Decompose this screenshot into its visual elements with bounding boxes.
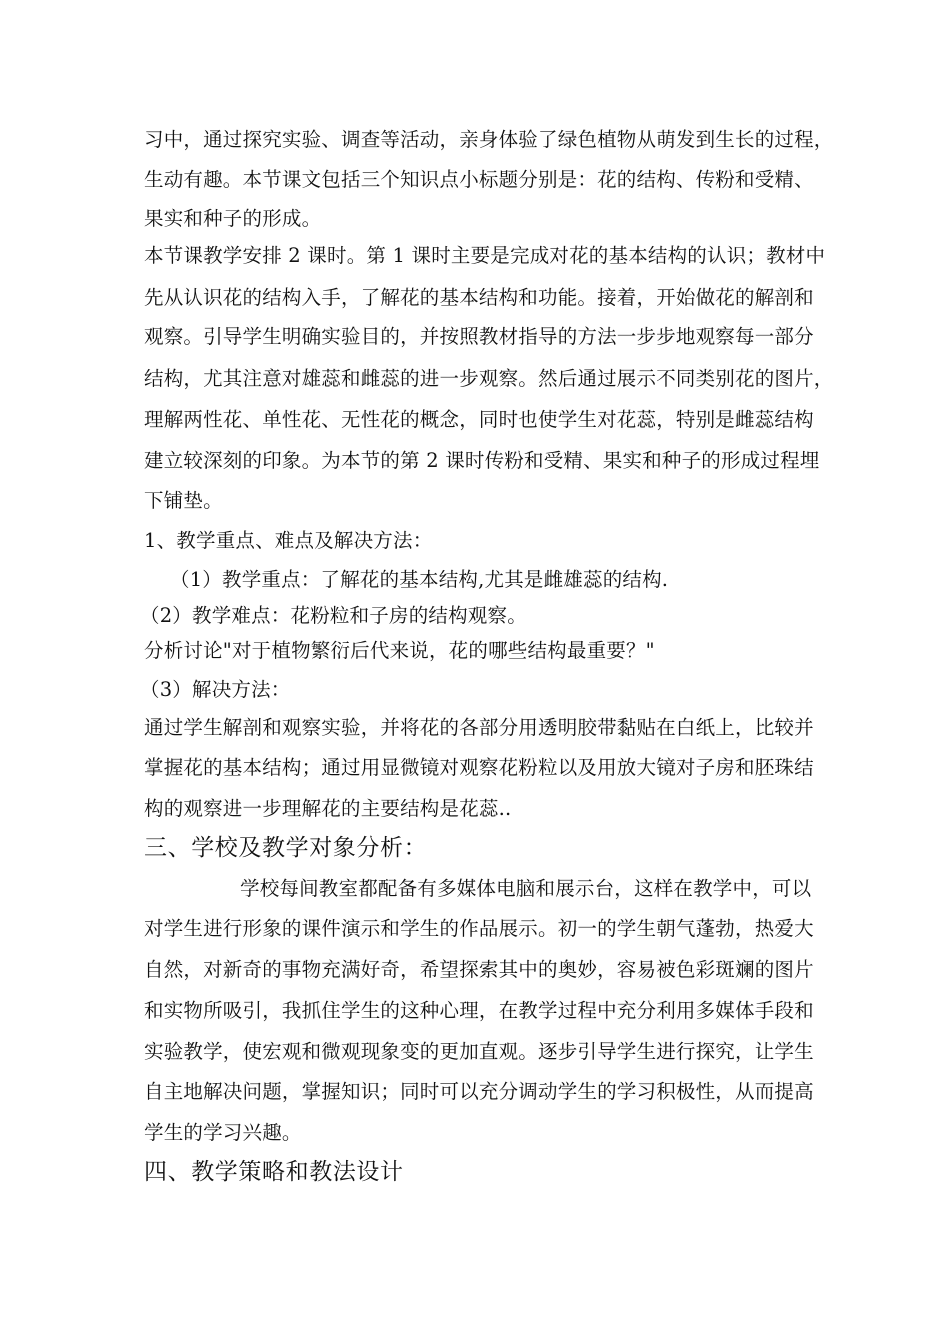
intro-line-3: 果实和种子的形成。 <box>144 207 322 230</box>
solution-line-1: 通过学生解剖和观察实验，并将花的各部分用透明胶带黏贴在白纸上，比较并 <box>144 716 814 739</box>
section3-line-4: 和实物所吸引，我抓住学生的这种心理，在教学过程中充分利用多媒体手段和 <box>144 999 814 1022</box>
key-point-3: （3）解决方法： <box>140 678 291 701</box>
section3-line-2: 对学生进行形象的课件演示和学生的作品展示。初一的学生朝气蓬勃，热爱大 <box>144 917 814 940</box>
arrangement-line-6: 建立较深刻的印象。为本节的第 2 课时传粉和受精、果实和种子的形成过程埋 <box>144 449 820 472</box>
key-point-2: （2）教学难点：花粉粒和子房的结构观察。 <box>140 604 527 627</box>
discussion-line: 分析讨论"对于植物繁衍后代来说，花的哪些结构最重要？" <box>144 639 655 662</box>
arrangement-line-7: 下铺垫。 <box>144 489 223 512</box>
arrangement-line-2: 先从认识花的结构入手，了解花的基本结构和功能。接着，开始做花的解剖和 <box>144 286 814 309</box>
intro-line-2: 生动有趣。本节课文包括三个知识点小标题分别是：花的结构、传粉和受精、 <box>144 168 814 191</box>
section3-line-5: 实验教学，使宏观和微观现象变的更加直观。逐步引导学生进行探究，让学生 <box>144 1040 814 1063</box>
arrangement-line-1: 本节课教学安排 2 课时。第 1 课时主要是完成对花的基本结构的认识；教材中 <box>144 244 826 267</box>
arrangement-line-4: 结构，尤其注意对雄蕊和雌蕊的进一步观察。然后通过展示不同类别花的图片， <box>144 367 834 390</box>
section3-heading: 三、学校及教学对象分析： <box>144 835 428 861</box>
intro-line-1: 习中，通过探究实验、调查等活动，亲身体验了绿色植物从萌发到生长的过程， <box>144 128 834 151</box>
section3-line-3: 自然，对新奇的事物充满好奇，希望探索其中的奥妙，容易被色彩斑斓的图片 <box>144 958 814 981</box>
section3-line-6: 自主地解决问题，掌握知识；同时可以充分调动学生的学习积极性，从而提高 <box>144 1080 814 1103</box>
key-points-heading: 1、教学重点、难点及解决方法： <box>144 529 433 552</box>
section4-heading: 四、教学策略和教法设计 <box>144 1159 404 1185</box>
section3-line-7: 学生的学习兴趣。 <box>144 1121 302 1144</box>
arrangement-line-3: 观察。引导学生明确实验目的，并按照教材指导的方法一步步地观察每一部分 <box>144 325 814 348</box>
solution-line-3: 构的观察进一步理解花的主要结构是花蕊.. <box>144 797 512 820</box>
key-point-1: （1）教学重点：了解花的基本结构,尤其是雌雄蕊的结构. <box>170 568 669 591</box>
section3-line-1: 学校每间教室都配备有多媒体电脑和展示台，这样在教学中，可以 <box>240 877 812 900</box>
arrangement-line-5: 理解两性花、单性花、无性花的概念，同时也使学生对花蕊，特别是雌蕊结构 <box>144 408 814 431</box>
solution-line-2: 掌握花的基本结构；通过用显微镜对观察花粉粒以及用放大镜对子房和胚珠结 <box>144 756 814 779</box>
